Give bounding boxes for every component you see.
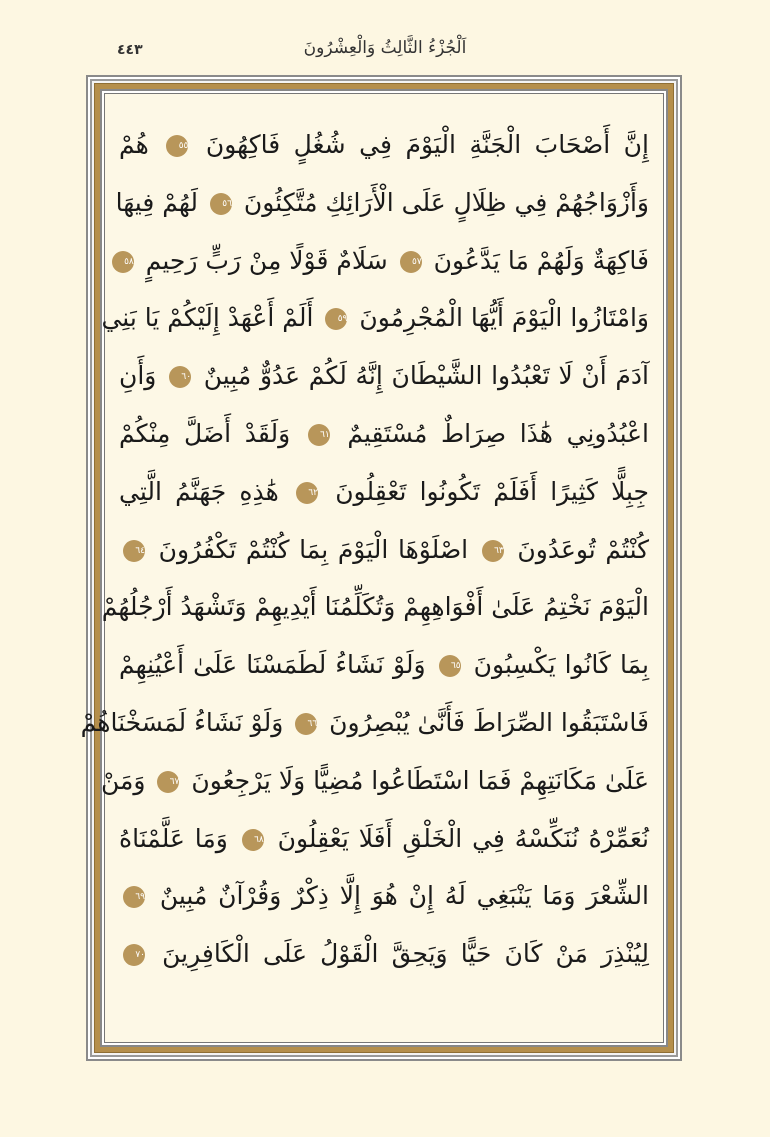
text-line	[119, 463, 649, 521]
ayah-number-marker: ٦٣	[482, 540, 504, 562]
text-line	[115, 174, 649, 232]
ayah-number-marker: ٦٠	[169, 366, 191, 388]
page-border	[80, 75, 682, 1061]
text-line	[119, 521, 649, 579]
verse-text: وَأَزْوَاجُهُمْ فِي ظِلَالٍ عَلَى الْأَرَائِكِ مُتَّكِئُونَ	[243, 187, 649, 217]
verse-text: بِمَا كَانُوا يَكْسِبُونَ	[473, 650, 649, 680]
verse-text: هَٰذِهِ جَهَنَّمُ الَّتِي	[119, 476, 279, 506]
verse-text: فَاكِهَةٌ وَلَهُمْ مَا يَدَّعُونَ	[433, 245, 649, 275]
verse-text: إِنَّ أَصْحَابَ الْجَنَّةِ الْيَوْمَ فِي شُغُلٍ فَاكِهُونَ	[205, 130, 649, 159]
text-line	[119, 116, 649, 174]
verse-text: وَلَقَدْ أَضَلَّ مِنْكُمْ	[119, 418, 291, 448]
verse-text: هُمْ	[119, 130, 149, 159]
gold-border	[80, 83, 674, 1053]
verse-text: وَامْتَازُوا الْيَوْمَ أَيُّهَا الْمُجْرِمُونَ	[359, 303, 649, 333]
verse-text: وَلَوْ نَشَاءُ لَطَمَسْنَا عَلَىٰ أَعْيُنِهِمْ	[119, 650, 426, 680]
ayah-number-marker: ٥٩	[325, 308, 347, 330]
verse-text: وَلَوْ نَشَاءُ لَمَسَخْنَاهُمْ	[80, 707, 284, 737]
verse-text: أَلَمْ أَعْهَدْ إِلَيْكُمْ يَا بَنِي	[101, 303, 314, 333]
text-line	[119, 405, 649, 463]
verse-text: سَلَامٌ قَوْلًا مِنْ رَبٍّ رَحِيمٍ	[145, 245, 388, 275]
ayah-number-marker: ٦٨	[242, 829, 264, 851]
ayah-number-marker: ٦٩	[123, 886, 145, 908]
ayah-number-marker: ٦٧	[157, 771, 179, 793]
page-number: ٤٤٣	[117, 42, 143, 58]
verse-text: فَاسْتَبَقُوا الصِّرَاطَ فَأَنَّىٰ يُبْصِرُونَ	[329, 707, 649, 737]
verse-text: اصْلَوْهَا الْيَوْمَ بِمَا كُنْتُمْ تَكْفُرُونَ	[158, 534, 469, 564]
text-line	[119, 867, 649, 925]
ayah-number-marker: ٦٥	[439, 655, 461, 677]
verse-text: عَلَىٰ مَكَانَتِهِمْ فَمَا اسْتَطَاعُوا مُضِيًّا وَلَا يَرْجِعُونَ	[191, 765, 649, 795]
verse-text: الشِّعْرَ وَمَا يَنْبَغِي لَهُ إِنْ هُوَ إِلَّا ذِكْرٌ وَقُرْآنٌ مُبِينٌ	[159, 881, 650, 911]
ayah-number-marker: ٦١	[308, 424, 330, 446]
text-line	[101, 289, 649, 347]
juz-title: اَلْجُزْءُ الثَّالِثُ وَالْعِشْرُونَ	[303, 38, 467, 58]
verse-text: لَهُمْ فِيهَا	[115, 187, 199, 217]
verse-text: نُعَمِّرْهُ نُنَكِّسْهُ فِي الْخَلْقِ أَفَلَا يَعْقِلُونَ	[277, 823, 649, 853]
text-area	[80, 93, 664, 1043]
text-line	[119, 810, 649, 868]
text-line	[100, 752, 649, 810]
verse-text: الْيَوْمَ نَخْتِمُ عَلَىٰ أَفْوَاهِهِمْ وَتُكَلِّمُنَا أَيْدِيهِمْ وَتَشْهَدُ أَرْجُلُهُمْ	[101, 592, 649, 622]
verse-text: لِيُنْذِرَ مَنْ كَانَ حَيًّا وَيَحِقَّ الْقَوْلُ عَلَى الْكَافِرِينَ	[162, 939, 649, 969]
text-line	[119, 925, 649, 983]
ayah-number-marker: ٦٦	[295, 713, 317, 735]
quran-text	[80, 116, 650, 983]
ayah-number-marker: ٥٥	[166, 135, 188, 157]
ayah-number-marker: ٦٢	[296, 482, 318, 504]
verse-text: جِبِلًّا كَثِيرًا أَفَلَمْ تَكُونُوا تَعْقِلُونَ	[335, 476, 650, 506]
verse-text: كُنْتُمْ تُوعَدُونَ	[517, 534, 650, 564]
verse-text: اعْبُدُونِي هَٰذَا صِرَاطٌ مُسْتَقِيمٌ	[347, 418, 649, 448]
ayah-number-marker: ٥٧	[400, 251, 422, 273]
text-line	[101, 578, 649, 636]
ayah-number-marker: ٥٦	[210, 193, 232, 215]
text-line	[119, 636, 649, 694]
text-line	[80, 694, 649, 752]
verse-text: آدَمَ أَنْ لَا تَعْبُدُوا الشَّيْطَانَ إِنَّهُ لَكُمْ عَدُوٌّ مُبِينٌ	[203, 361, 649, 391]
ayah-number-marker: ٥٨	[112, 251, 134, 273]
text-line	[119, 232, 649, 290]
text-line	[119, 347, 649, 405]
ayah-number-marker: ٧٠	[123, 944, 145, 966]
verse-text: وَأَنِ	[119, 361, 157, 391]
verse-text: وَمَنْ	[100, 765, 146, 795]
page-header	[0, 36, 770, 66]
ayah-number-marker: ٦٤	[123, 540, 145, 562]
verse-text: وَمَا عَلَّمْنَاهُ	[119, 823, 228, 853]
